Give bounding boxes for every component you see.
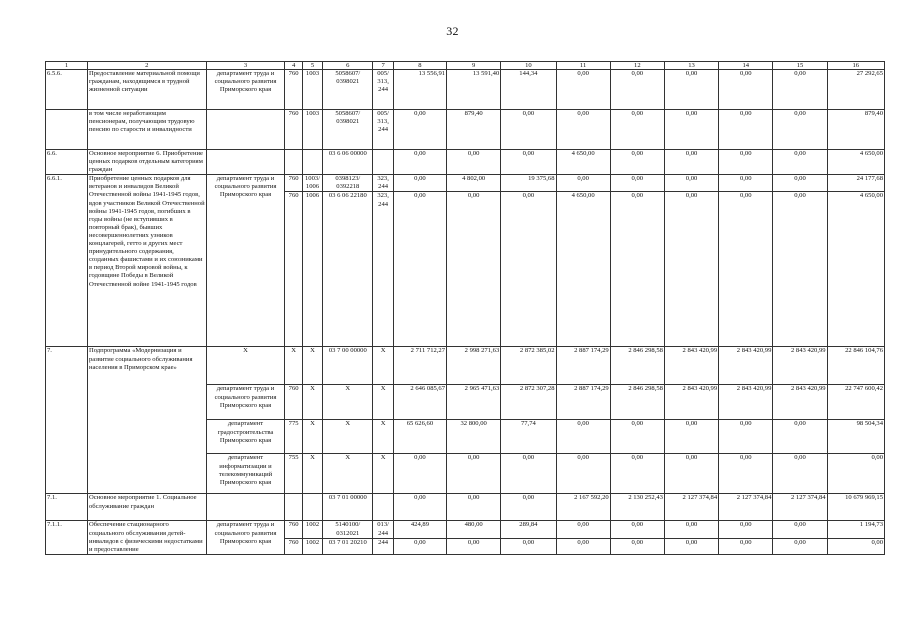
target-article-code: 03 6 06 00000 [323,150,373,175]
amount-cell: 2 843 420,99 [719,347,773,385]
amount-cell: 0,00 [610,420,664,454]
budget-table [45,61,885,555]
amount-cell: 2 998 271,63 [447,347,501,385]
amount-cell: 0,00 [664,192,718,347]
amount-cell: 2 843 420,99 [719,385,773,420]
section-code: Х [302,420,322,454]
amount-cell: 0,00 [719,192,773,347]
amount-cell: 0,00 [447,494,501,521]
amount-cell: 4 650,00 [556,150,610,175]
amount-cell: 0,00 [501,192,556,347]
column-number: 15 [773,62,827,70]
responsible-executor: департамент труда и социального развития Приморского края [206,70,285,110]
amount-cell: 2 127 374,84 [664,494,718,521]
amount-cell: 0,00 [773,175,827,192]
column-number-row [46,62,885,70]
amount-cell: 2 843 420,99 [773,347,827,385]
amount-cell: 0,00 [664,150,718,175]
amount-cell: 879,40 [447,110,501,150]
item-name: Основное мероприятие 6. Приобретение ценных подарков отдельным категориям граждан [87,150,206,175]
target-article-code: 03 7 01 00000 [323,494,373,521]
target-article-code: 5058607/ 0398021 [323,110,373,150]
item-code: 6.6.1. [46,175,88,347]
amount-cell: 2 167 592,20 [556,494,610,521]
amount-cell: 0,00 [556,420,610,454]
section-code: 1006 [302,192,322,347]
amount-cell: 0,00 [719,538,773,554]
grbs-code: 760 [285,538,302,554]
target-article-code: 03 7 00 00000 [323,347,373,385]
expense-type-code [373,150,393,175]
amount-cell: 0,00 [556,454,610,494]
grbs-code: Х [285,347,302,385]
table-row [46,110,885,150]
amount-cell: 4 650,00 [556,192,610,347]
amount-cell: 2 843 420,99 [664,385,718,420]
total-cell: 98 504,34 [827,420,884,454]
expense-type-code: 005/ 313, 244 [373,110,393,150]
amount-cell: 0,00 [773,521,827,538]
amount-cell: 0,00 [447,150,501,175]
amount-cell: 2 872 307,28 [501,385,556,420]
amount-cell: 0,00 [501,150,556,175]
total-cell: 10 679 969,15 [827,494,884,521]
column-number: 14 [719,62,773,70]
responsible-executor [206,110,285,150]
amount-cell: 2 846 298,58 [610,347,664,385]
amount-cell: 0,00 [664,420,718,454]
item-code: 7.1.1. [46,521,88,554]
grbs-code: 760 [285,521,302,538]
amount-cell: 0,00 [393,175,446,192]
amount-cell: 424,89 [393,521,446,538]
item-code: 7.1. [46,494,88,521]
column-number: 13 [664,62,718,70]
column-number: 1 [46,62,88,70]
item-code: 6.5.6. [46,70,88,110]
amount-cell: 0,00 [393,454,446,494]
responsible-executor: департамент труда и социального развития Приморского края [206,385,285,420]
amount-cell: 13 556,91 [393,70,446,110]
amount-cell: 0,00 [773,192,827,347]
amount-cell: 289,84 [501,521,556,538]
amount-cell: 0,00 [664,175,718,192]
target-article-code: 5140100/ 0312021 [323,521,373,538]
amount-cell: 0,00 [664,70,718,110]
grbs-code: 760 [285,70,302,110]
column-number: 11 [556,62,610,70]
amount-cell: 2 843 420,99 [773,385,827,420]
amount-cell: 0,00 [393,494,446,521]
amount-cell: 2 887 174,29 [556,347,610,385]
column-number: 5 [302,62,322,70]
amount-cell: 0,00 [393,150,446,175]
expense-type-code: Х [373,420,393,454]
amount-cell: 19 375,68 [501,175,556,192]
amount-cell: 0,00 [610,175,664,192]
amount-cell: 0,00 [447,538,501,554]
expense-type-code: 323, 244 [373,192,393,347]
table-row [46,521,885,538]
amount-cell: 0,00 [447,454,501,494]
amount-cell: 0,00 [556,175,610,192]
amount-cell: 0,00 [393,192,446,347]
amount-cell: 13 591,40 [447,70,501,110]
total-cell: 4 650,00 [827,192,884,347]
column-number: 7 [373,62,393,70]
amount-cell: 0,00 [719,420,773,454]
expense-type-code: 013/ 244 [373,521,393,538]
amount-cell: 0,00 [664,110,718,150]
target-article-code: 03 6 06 22180 [323,192,373,347]
amount-cell: 2 711 712,27 [393,347,446,385]
amount-cell: 0,00 [610,454,664,494]
grbs-code [285,150,302,175]
amount-cell: 2 127 374,84 [773,494,827,521]
item-name: Подпрограмма «Модернизация и развитие социального обслуживания населения в Приморском крае» [87,347,206,494]
item-code [46,110,88,150]
amount-cell: 0,00 [556,521,610,538]
section-code: Х [302,385,322,420]
grbs-code: 755 [285,454,302,494]
responsible-executor: Х [206,347,285,385]
responsible-executor [206,150,285,175]
amount-cell: 65 626,60 [393,420,446,454]
total-cell: 24 177,68 [827,175,884,192]
amount-cell: 0,00 [556,538,610,554]
total-cell: 0,00 [827,538,884,554]
table-row [46,347,885,385]
page-number: 32 [446,24,459,38]
table-row [46,150,885,175]
total-cell: 22 846 104,76 [827,347,884,385]
column-number: 4 [285,62,302,70]
amount-cell: 480,00 [447,521,501,538]
amount-cell: 0,00 [610,538,664,554]
amount-cell: 0,00 [773,70,827,110]
amount-cell: 2 965 471,63 [447,385,501,420]
total-cell: 22 747 600,42 [827,385,884,420]
amount-cell: 2 130 252,43 [610,494,664,521]
amount-cell: 0,00 [773,454,827,494]
amount-cell: 0,00 [664,521,718,538]
amount-cell: 0,00 [501,494,556,521]
total-cell: 1 194,73 [827,521,884,538]
expense-type-code [373,494,393,521]
column-number: 9 [447,62,501,70]
responsible-executor: департамент градостроительства Приморского края [206,420,285,454]
amount-cell: 32 800,00 [447,420,501,454]
amount-cell: 4 802,00 [447,175,501,192]
amount-cell: 0,00 [773,420,827,454]
amount-cell: 0,00 [719,150,773,175]
column-number: 6 [323,62,373,70]
section-code [302,150,322,175]
section-code: 1003/ 1006 [302,175,322,192]
amount-cell: 0,00 [610,70,664,110]
amount-cell: 2 872 385,02 [501,347,556,385]
amount-cell: 0,00 [501,538,556,554]
item-code: 7. [46,347,88,494]
total-cell: 0,00 [827,454,884,494]
total-cell: 4 650,00 [827,150,884,175]
grbs-code: 760 [285,110,302,150]
table-row [46,494,885,521]
amount-cell: 0,00 [556,70,610,110]
grbs-code: 775 [285,420,302,454]
amount-cell: 0,00 [719,70,773,110]
amount-cell: 0,00 [447,192,501,347]
target-article-code: 0398123/ 0392218 [323,175,373,192]
amount-cell: 0,00 [773,150,827,175]
amount-cell: 77,74 [501,420,556,454]
target-article-code: Х [323,454,373,494]
expense-type-code: 005/ 313, 244 [373,70,393,110]
responsible-executor: департамент труда и социального развития Приморского края [206,521,285,554]
target-article-code: 03 7 01 20210 [323,538,373,554]
responsible-executor: департамент труда и социального развития Приморского края [206,175,285,347]
table-row [46,175,885,192]
amount-cell: 0,00 [610,110,664,150]
amount-cell: 0,00 [664,538,718,554]
amount-cell: 0,00 [664,454,718,494]
amount-cell: 0,00 [719,175,773,192]
section-code: Х [302,454,322,494]
amount-cell: 0,00 [393,110,446,150]
responsible-executor: департамент информатизации и телекоммуникаций Приморского края [206,454,285,494]
target-article-code: Х [323,420,373,454]
total-cell: 27 292,65 [827,70,884,110]
column-number: 16 [827,62,884,70]
amount-cell: 0,00 [773,110,827,150]
grbs-code [285,494,302,521]
column-number: 2 [87,62,206,70]
item-code: 6.6. [46,150,88,175]
column-number: 3 [206,62,285,70]
expense-type-code: Х [373,347,393,385]
amount-cell: 0,00 [773,538,827,554]
expense-type-code: Х [373,454,393,494]
amount-cell: 0,00 [719,454,773,494]
grbs-code: 760 [285,175,302,192]
amount-cell: 0,00 [610,192,664,347]
amount-cell: 144,34 [501,70,556,110]
section-code [302,494,322,521]
amount-cell: 2 887 174,29 [556,385,610,420]
amount-cell: 0,00 [719,521,773,538]
section-code: 1002 [302,538,322,554]
amount-cell: 0,00 [610,521,664,538]
table-row [46,70,885,110]
expense-type-code: 323, 244 [373,175,393,192]
amount-cell: 0,00 [556,110,610,150]
responsible-executor [206,494,285,521]
target-article-code: 5058607/ 0398021 [323,70,373,110]
amount-cell: 0,00 [719,110,773,150]
grbs-code: 760 [285,385,302,420]
item-name: Основное мероприятие 1. Социальное обслуживание граждан [87,494,206,521]
grbs-code: 760 [285,192,302,347]
section-code: 1003 [302,70,322,110]
section-code: 1002 [302,521,322,538]
item-name: в том числе неработающим пенсионерам, получающим трудовую пенсию по старости и инвалидности [87,110,206,150]
amount-cell: 2 846 298,58 [610,385,664,420]
amount-cell: 0,00 [501,110,556,150]
amount-cell: 2 127 374,84 [719,494,773,521]
column-number: 12 [610,62,664,70]
amount-cell: 0,00 [610,150,664,175]
expense-type-code: 244 [373,538,393,554]
amount-cell: 0,00 [501,454,556,494]
section-code: 1003 [302,110,322,150]
amount-cell: 2 646 085,67 [393,385,446,420]
total-cell: 879,40 [827,110,884,150]
item-name: Обеспечение стационарного социального обслуживания детей-инвалидов с физическими недостатками и предоставление [87,521,206,554]
section-code: Х [302,347,322,385]
column-number: 8 [393,62,446,70]
target-article-code: Х [323,385,373,420]
item-name: Приобретение ценных подарков для ветеранов и инвалидов Великой Отечественной войны 1941-1945 годов, вдов участников Великой Отечественной войны 1941-1945 годов, погибших в годы войны (не вступивших в повторный брак), бывших несовершеннолетних узников концлагерей, гетто и других мест принудительного содержания, созданных фашистами и их союзниками в период Второй мировой войны, к годовщине Победы в Великой Отечественной войне 1941-1945 годов [87,175,206,347]
expense-type-code: Х [373,385,393,420]
item-name: Предоставление материальной помощи гражданам, находящимся в трудной жизненной ситуации [87,70,206,110]
amount-cell: 2 843 420,99 [664,347,718,385]
column-number: 10 [501,62,556,70]
amount-cell: 0,00 [393,538,446,554]
